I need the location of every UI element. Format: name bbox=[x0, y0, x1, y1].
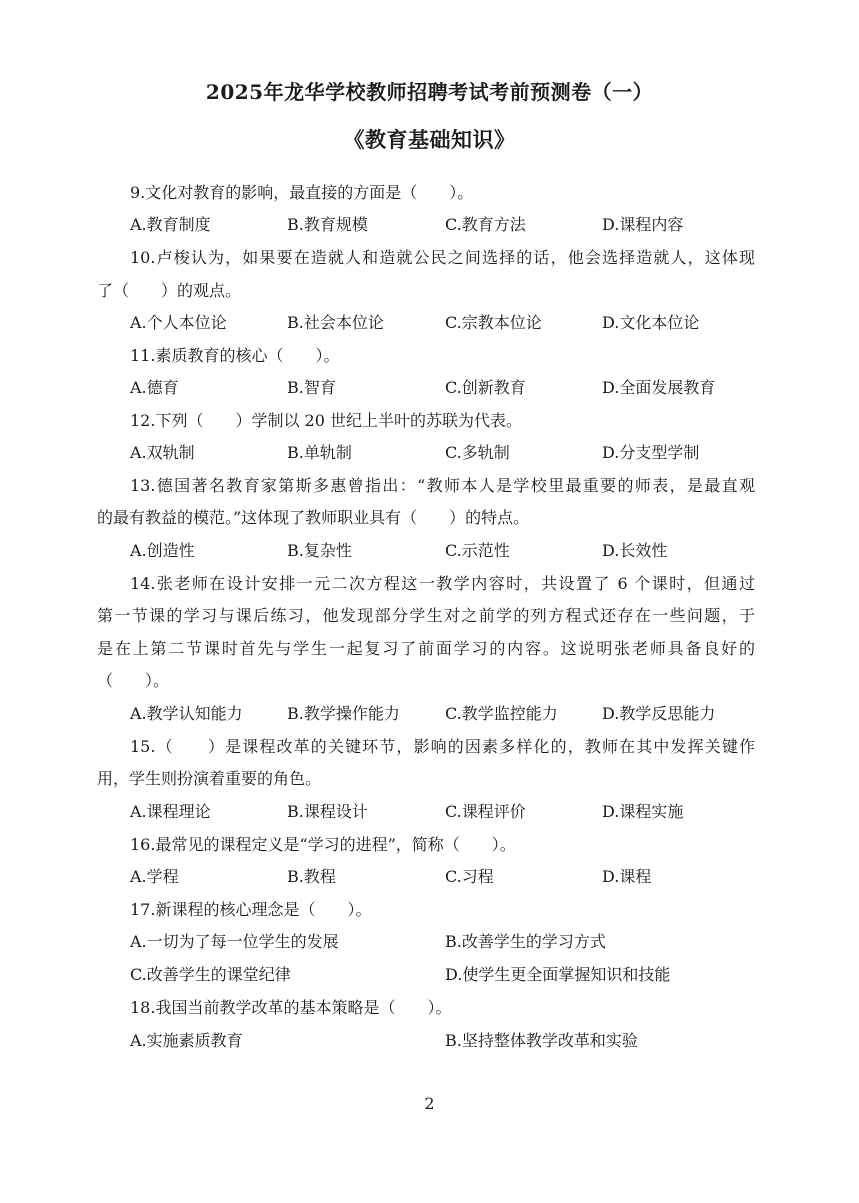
question-9-option-a: A.教育制度 bbox=[130, 215, 211, 234]
question-13-option-a: A.创造性 bbox=[130, 541, 195, 560]
question-12-option-c: C.多轨制 bbox=[445, 443, 510, 462]
question-12-option-a: A.双轨制 bbox=[130, 443, 195, 462]
question-9-stem: 9.文化对教育的影响，最直接的方面是（ ）。 bbox=[130, 183, 474, 202]
question-16-option-d: D.课程 bbox=[602, 867, 652, 886]
question-12-option-b: B.单轨制 bbox=[287, 443, 352, 462]
question-16-option-c: C.习程 bbox=[445, 867, 494, 886]
question-16-option-a: A.学程 bbox=[130, 867, 179, 886]
question-14-stem-line-3: 是在上第二节课时首先与学生一起复习了前面学习的内容。这说明张老师具备良好的 bbox=[97, 639, 755, 658]
question-10-option-d: D.文化本位论 bbox=[602, 313, 700, 332]
question-17-option-c: C.改善学生的课堂纪律 bbox=[130, 965, 291, 984]
question-11-option-b: B.智育 bbox=[287, 378, 336, 397]
question-18-option-a: A.实施素质教育 bbox=[130, 1031, 243, 1050]
question-13-option-d: D.长效性 bbox=[602, 541, 668, 560]
question-15-option-c: C.课程评价 bbox=[445, 802, 526, 821]
question-18-option-b: B.坚持整体教学改革和实验 bbox=[445, 1031, 638, 1050]
question-13-stem-line-2: 的最有教益的模范。”这体现了教师职业具有（ ）的特点。 bbox=[97, 508, 530, 527]
question-14-stem-line-2: 第一节课的学习与课后练习，他发现部分学生对之前学的列方程式还存在一些问题，于 bbox=[97, 606, 755, 625]
question-10-stem-line-1: 10.卢梭认为，如果要在造就人和造就公民之间选择的话，他会选择造就人，这体现 bbox=[130, 248, 755, 267]
question-13-stem-line-1: 13.德国著名教育家第斯多惠曾指出：“教师本人是学校里最重要的师表，是最直观 bbox=[130, 476, 755, 495]
question-17-option-b: B.改善学生的学习方式 bbox=[445, 932, 606, 951]
question-10-option-b: B.社会本位论 bbox=[287, 313, 384, 332]
question-13-option-b: B.复杂性 bbox=[287, 541, 352, 560]
question-17-stem: 17.新课程的核心理念是（ ）。 bbox=[130, 900, 372, 919]
question-12-option-d: D.分支型学制 bbox=[602, 443, 700, 462]
question-14-option-a: A.教学认知能力 bbox=[130, 704, 243, 723]
question-14-option-d: D.教学反思能力 bbox=[602, 704, 716, 723]
question-15-option-d: D.课程实施 bbox=[602, 802, 684, 821]
question-13-option-c: C.示范性 bbox=[445, 541, 510, 560]
question-15-stem-line-2: 用，学生则扮演着重要的角色。 bbox=[97, 769, 322, 788]
question-14-option-b: B.教学操作能力 bbox=[287, 704, 400, 723]
exam-subtitle: 《教育基础知识》 bbox=[343, 127, 516, 152]
question-17-option-d: D.使学生更全面掌握知识和技能 bbox=[445, 965, 671, 984]
question-10-stem-line-2: 了（ ）的观点。 bbox=[97, 281, 242, 300]
question-14-option-c: C.教学监控能力 bbox=[445, 704, 558, 723]
question-16-option-b: B.教程 bbox=[287, 867, 336, 886]
question-11-option-d: D.全面发展教育 bbox=[602, 378, 716, 397]
question-10-option-c: C.宗教本位论 bbox=[445, 313, 542, 332]
page-number: 2 bbox=[424, 1094, 435, 1113]
question-14-stem-line-4: （ ）。 bbox=[97, 671, 170, 690]
question-15-stem-line-1: 15.（ ）是课程改革的关键环节，影响的因素多样化的，教师在其中发挥关键作 bbox=[130, 737, 755, 756]
question-16-stem: 16.最常见的课程定义是“学习的进程”，简称（ ）。 bbox=[130, 835, 516, 854]
question-11-option-a: A.德育 bbox=[130, 378, 179, 397]
question-12-stem: 12.下列（ ）学制以 20 世纪上半叶的苏联为代表。 bbox=[130, 411, 522, 430]
question-15-option-a: A.课程理论 bbox=[130, 802, 211, 821]
question-11-stem: 11.素质教育的核心（ ）。 bbox=[130, 346, 340, 365]
exam-title: 2025年龙华学校教师招聘考试考前预测卷（一） bbox=[205, 80, 654, 104]
question-9-option-d: D.课程内容 bbox=[602, 215, 684, 234]
question-11-option-c: C.创新教育 bbox=[445, 378, 526, 397]
question-17-option-a: A.一切为了每一位学生的发展 bbox=[130, 932, 339, 951]
question-9-option-c: C.教育方法 bbox=[445, 215, 526, 234]
question-9-option-b: B.教育规模 bbox=[287, 215, 368, 234]
question-10-option-a: A.个人本位论 bbox=[130, 313, 227, 332]
question-15-option-b: B.课程设计 bbox=[287, 802, 368, 821]
question-18-stem: 18.我国当前教学改革的基本策略是（ ）。 bbox=[130, 998, 452, 1017]
question-14-stem-line-1: 14.张老师在设计安排一元二次方程这一教学内容时，共设置了 6 个课时，但通过 bbox=[130, 574, 755, 593]
